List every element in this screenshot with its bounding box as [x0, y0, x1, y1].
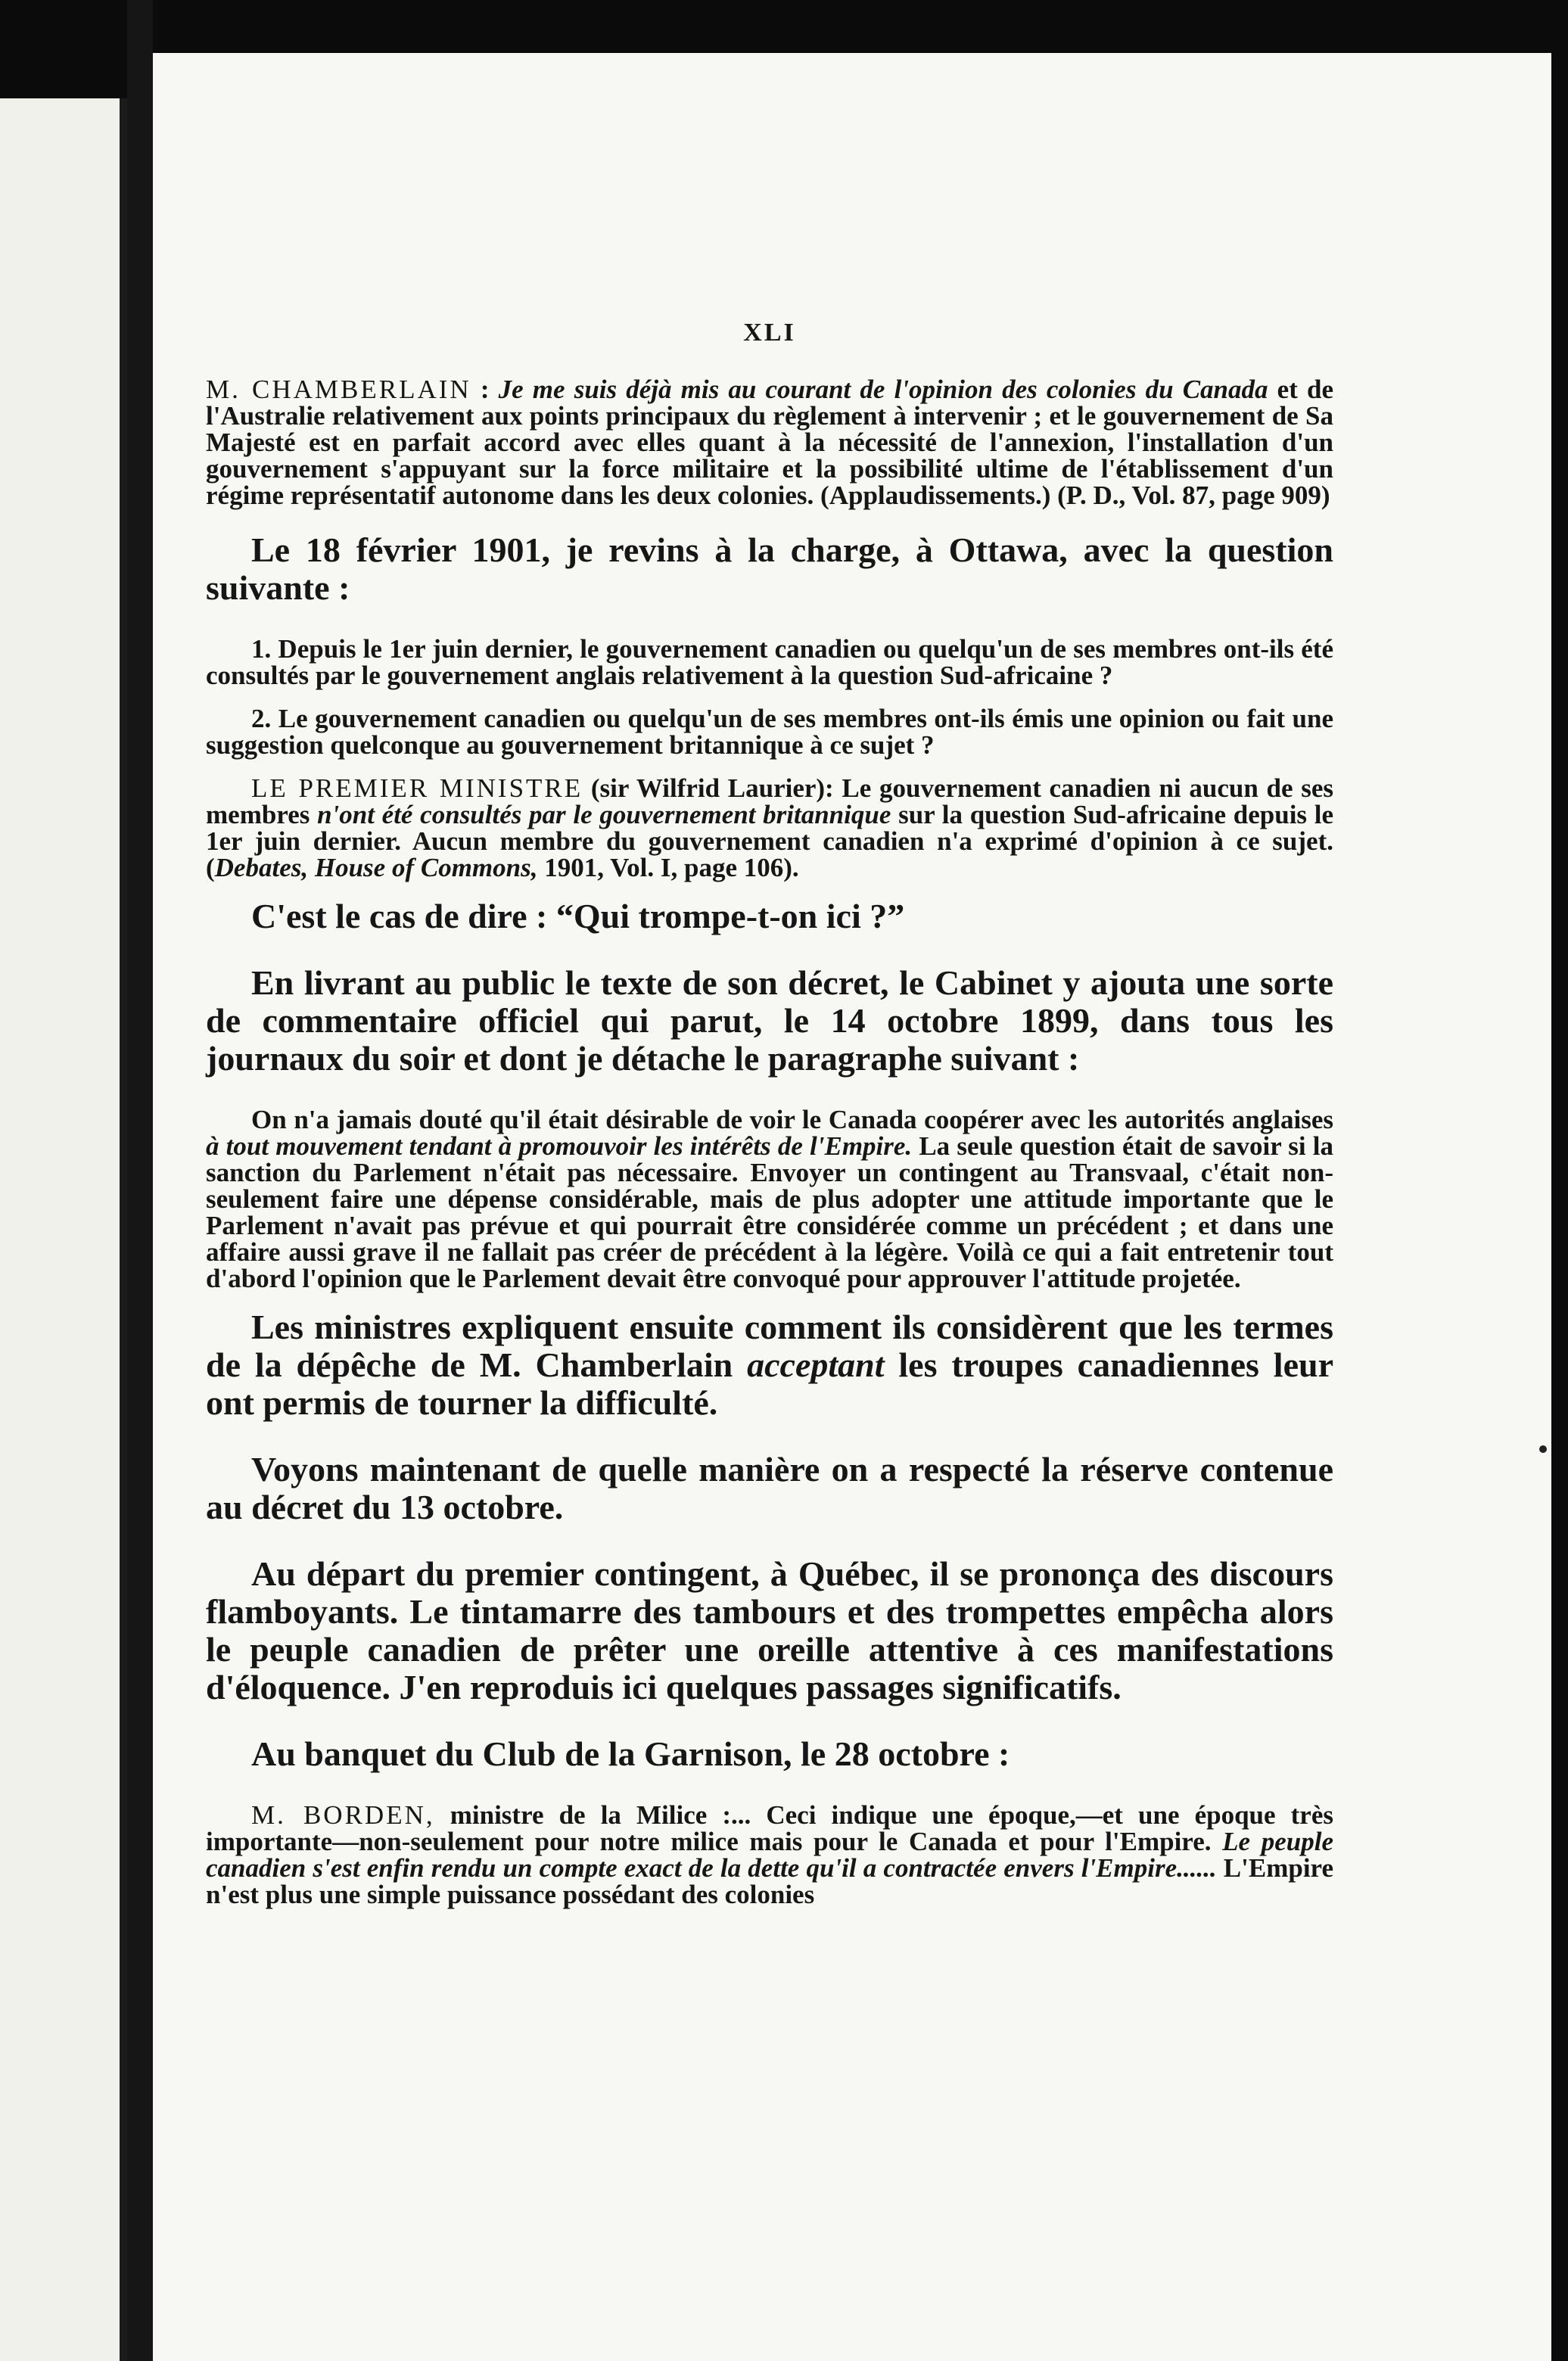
paragraph-text: (sir Wilfrid Laurier): Le gouvernement canadien ni aucun de ses membres: [206, 773, 1333, 829]
paragraph-reserve: Voyons maintenant de quelle manière on a respecté la réserve contenue au décret du 13 octobre.: [206, 1450, 1333, 1526]
paragraph-ministres: [206, 1308, 1333, 1422]
speaker-name: M. CHAMBERLAIN: [206, 375, 471, 404]
book-page: [153, 53, 1551, 2361]
question-1: 1. Depuis le 1er juin dernier, le gouvernement canadien ou quelqu'un de ses membres ont-ils été consultés par le gouvernement anglais relativement à la question Sud-africaine ?: [206, 634, 1333, 690]
left-page-edge: [0, 98, 127, 2361]
paragraph-chamberlain: [206, 376, 1333, 509]
paragraph-decret: En livrant au public le texte de son décret, le Cabinet y ajouta une sorte de commentaire officiel qui parut, le 14 octobre 1899, dans tous les journaux du soir et dont je détache le paragraphe suivant :: [206, 963, 1333, 1078]
paragraph-banquet: Au banquet du Club de la Garnison, le 28 octobre :: [251, 1734, 1010, 1773]
paragraph-text: 1901, Vol. I, page 106).: [537, 853, 799, 882]
question-2: 2. Le gouvernement canadien ou quelqu'un de ses membres ont-ils émis une opinion ou fait une suggestion quelconque au gouvernement britannique à ce sujet ?: [206, 704, 1333, 760]
paragraph-laurier-answer: [206, 775, 1333, 881]
paragraph-text: La seule question était de savoir si la sanction du Parlement n'était pas nécessaire. Envoyer un contingent au Transvaal, c'était non-seulement faire une dépense considérable, mais de plus adopter une attitude importante que le Parlement n'avait pas prévue et qui pourrait être considérée comme un précédent ; et dans une affaire aussi grave il ne fallait pas créer de précédent à la légère. Voilà ce qui a fait entretenir tout d'abord l'opinion que le Parlement devait être convoqué pour approuver l'attitude projetée.: [206, 1131, 1333, 1293]
paragraph-text: Les ministres expliquent ensuite comment ils considèrent que les termes de la dépêche de M. Chamberlain: [206, 1308, 1333, 1384]
paragraph-question-intro: Le 18 février 1901, je revins à la charge, à Ottawa, avec la question suivante :: [206, 530, 1333, 607]
paragraph-borden: [206, 1802, 1333, 1908]
page-content: [206, 318, 1333, 1924]
speaker-name: LE PREMIER MINISTRE: [251, 773, 583, 803]
italic-quote: Le peuple canadien s'est enfin rendu un compte exact de la dette qu'il a contractée envers l'Empire......: [206, 1827, 1333, 1883]
reference-title: Debates, House of Commons,: [214, 853, 538, 882]
paragraph-text: L'Empire n'est plus une simple puissance possédant des colonies: [206, 1853, 1333, 1909]
paragraph-text: les troupes canadiennes leur ont permis de tourner la difficulté.: [206, 1345, 1334, 1422]
italic-quote: Je me suis déjà mis au courant de l'opinion des colonies du Canada: [498, 375, 1268, 404]
paragraph-cas-de-dire: C'est le cas de dire : “Qui trompe-t-on ici ?”: [251, 897, 905, 935]
paragraph-text: On n'a jamais douté qu'il était désirable de voir le Canada coopérer avec les autorités anglaises: [251, 1105, 1333, 1134]
book-gutter: [127, 0, 153, 2361]
italic-quote: n'ont été consultés par le gouvernement britannique: [317, 800, 891, 829]
margin-dot-mark: [1539, 1445, 1547, 1453]
italic-quote: à tout mouvement tendant à promouvoir les intérêts de l'Empire.: [206, 1131, 913, 1161]
italic-word: acceptant: [747, 1345, 885, 1384]
paragraph-text: sur la question Sud-africaine depuis le 1er juin dernier. Aucun membre du gouvernement canadien n'a exprimé d'opinion à ce sujet. (: [206, 800, 1333, 882]
page-number: XLI: [743, 319, 796, 347]
speaker-colon: :: [471, 375, 499, 404]
speaker-name: M. BORDEN,: [251, 1800, 435, 1830]
paragraph-text: ministre de la Milice :... Ceci indique une époque,—et une époque très importante—non-seulement pour notre milice mais pour le Canada et pour l'Empire.: [206, 1800, 1333, 1856]
paragraph-commentaire: [206, 1106, 1333, 1292]
paragraph-depart: Au départ du premier contingent, à Québec, il se prononça des discours flamboyants. Le tintamarre des tambours et des trompettes empêcha alors le peuple canadien de prêter une oreille attentive à ces manifestations d'éloquence. J'en reproduis ici quelques passages significatifs.: [206, 1554, 1333, 1706]
paragraph-text: et de l'Australie relativement aux points principaux du règlement à intervenir ; et le gouvernement de Sa Majesté est en parfait accord avec elles quant à la nécessité de l'annexion, l'installation d'un gouvernement s'appuyant sur la force militaire et la possibilité ultime de l'établissement d'un régime représentatif autonome dans les deux colonies. (Applaudissements.) (P. D., Vol. 87, page 909): [206, 375, 1333, 510]
